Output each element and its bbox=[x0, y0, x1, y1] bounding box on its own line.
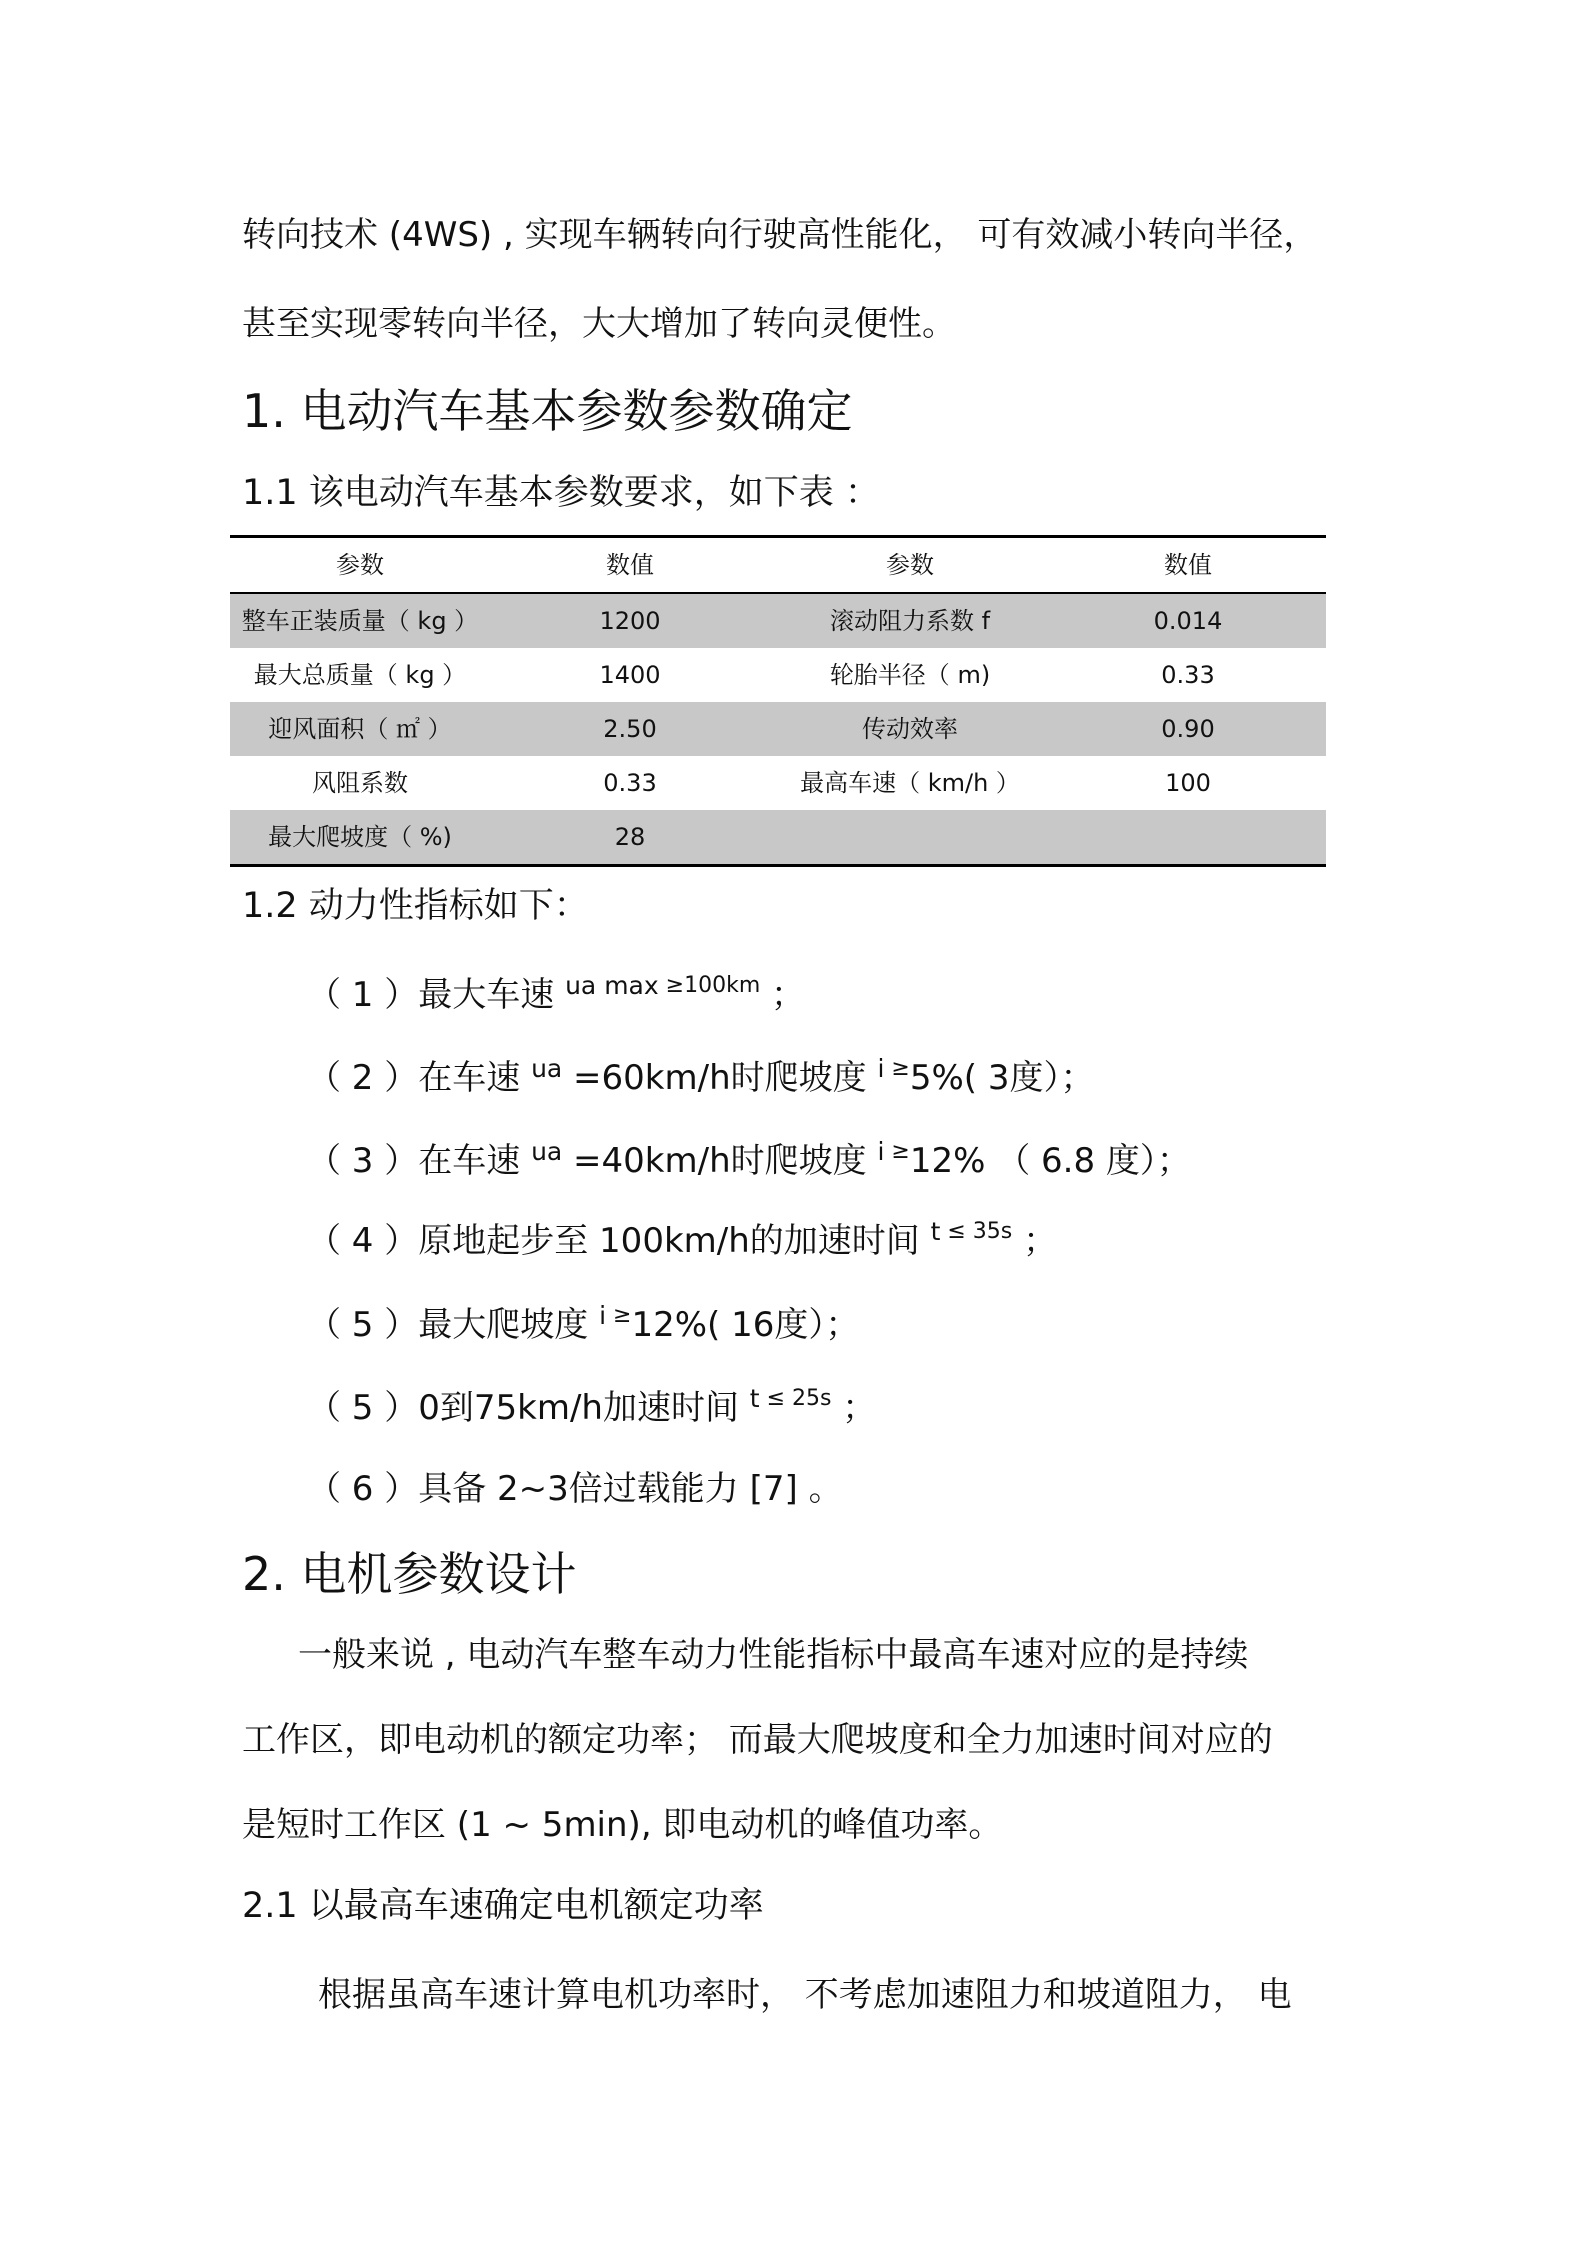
table-header-cell: 参数 bbox=[886, 551, 934, 579]
performance-item-5 bbox=[307, 1303, 859, 1352]
item-text: 12%( 16度）； bbox=[631, 1305, 860, 1345]
item-subscript: a bbox=[546, 1137, 563, 1166]
table-header-cell: 参数 bbox=[336, 551, 384, 579]
table-cell bbox=[1050, 810, 1326, 864]
section-1-heading: 1. 电动汽车基本参数参数确定 bbox=[242, 384, 853, 438]
table-cell: 1400 bbox=[599, 661, 661, 689]
item-text: 5%( 3度）； bbox=[909, 1058, 1095, 1098]
performance-item-6 bbox=[307, 1386, 876, 1435]
table-cell: 最高车速（ km/h ） bbox=[800, 769, 1020, 797]
table-cell: 100 bbox=[1165, 769, 1211, 797]
item-text: =40km/h时爬坡度 bbox=[562, 1141, 878, 1181]
section-1-2-heading: 1.2 动力性指标如下： bbox=[242, 886, 589, 926]
table-cell: 0.014 bbox=[1153, 607, 1223, 635]
section-2-paragraph-line-3: 是短时工作区 (1 ~ 5min), 即电动机的峰值功率。 bbox=[242, 1805, 1003, 1845]
table-cell: 迎风面积（ ㎡ ） bbox=[268, 715, 452, 743]
section-2-1-paragraph: 根据虽高车速计算电机功率时， 不考虑加速阻力和坡道阻力， 电 bbox=[318, 1975, 1292, 2015]
item-symbol: u bbox=[531, 1137, 547, 1166]
item-condition: ≥ bbox=[884, 1056, 910, 1081]
performance-item-4 bbox=[307, 1219, 1057, 1268]
item-symbol: i bbox=[877, 1137, 885, 1166]
item-text: =60km/h时爬坡度 bbox=[562, 1058, 878, 1098]
item-text: ； bbox=[1012, 1221, 1058, 1261]
performance-item-7: （ 6 ）具备 2~3倍过载能力 [7] 。 bbox=[307, 1469, 843, 1509]
performance-item-2 bbox=[307, 1056, 1094, 1105]
section-2-1-heading: 2.1 以最高车速确定电机额定功率 bbox=[242, 1886, 764, 1926]
table-cell: 0.33 bbox=[1161, 661, 1215, 689]
table-header-cell: 数值 bbox=[1164, 551, 1212, 579]
item-text: （ 2 ）在车速 bbox=[307, 1058, 532, 1098]
intro-line-1: 转向技术 (4WS) , 实现车辆转向行驶高性能化， 可有效减小转向半径， bbox=[242, 215, 1318, 255]
item-condition: ≥100km bbox=[658, 973, 761, 998]
item-symbol: t bbox=[749, 1384, 760, 1413]
item-text: （ 5 ）最大爬坡度 bbox=[307, 1305, 600, 1345]
table-cell: 传动效率 bbox=[862, 715, 958, 743]
item-text: 12% （ 6.8 度）； bbox=[909, 1141, 1191, 1181]
item-text: （ 5 ）0到75km/h加速时间 bbox=[307, 1388, 750, 1428]
item-symbol: t bbox=[930, 1217, 941, 1246]
table-cell: 最大总质量（ kg ） bbox=[253, 661, 467, 689]
performance-item-3 bbox=[307, 1139, 1191, 1188]
item-text: （ 1 ）最大车速 bbox=[307, 975, 566, 1015]
table-header-cell: 数值 bbox=[606, 551, 654, 579]
table-cell bbox=[770, 810, 1050, 864]
performance-item-1 bbox=[307, 973, 805, 1022]
section-2-paragraph-line-1: 一般来说 , 电动汽车整车动力性能指标中最高车速对应的是持续 bbox=[298, 1635, 1249, 1675]
table-cell: 2.50 bbox=[603, 715, 657, 743]
table-cell: 28 bbox=[614, 823, 646, 851]
table-row bbox=[230, 648, 1326, 702]
table-cell: 整车正装质量（ kg ） bbox=[241, 607, 479, 635]
section-1-1-heading: 1.1 该电动汽车基本参数要求，如下表 ： bbox=[242, 473, 880, 513]
item-text: （ 3 ）在车速 bbox=[307, 1141, 532, 1181]
item-subscript: a bbox=[546, 1054, 563, 1083]
table-cell: 风阻系数 bbox=[312, 769, 408, 797]
table-row bbox=[230, 756, 1326, 810]
table-row bbox=[230, 810, 1326, 864]
item-symbol: i bbox=[877, 1054, 885, 1083]
item-symbol: u bbox=[531, 1054, 547, 1083]
parameter-table bbox=[230, 535, 1326, 867]
item-text: （ 4 ）原地起步至 100km/h的加速时间 bbox=[307, 1221, 931, 1261]
table-cell: 最大爬坡度（ %) bbox=[268, 823, 452, 851]
item-text: ； bbox=[831, 1388, 877, 1428]
table-cell: 轮胎半径（ m) bbox=[829, 661, 991, 689]
table-header-row bbox=[230, 538, 1326, 594]
table-cell: 0.33 bbox=[603, 769, 657, 797]
item-condition: ≤ 25s bbox=[759, 1386, 832, 1411]
intro-line-2: 甚至实现零转向半径，大大增加了转向灵便性。 bbox=[242, 304, 956, 344]
item-condition: ≤ 35s bbox=[940, 1219, 1013, 1244]
table-cell: 0.90 bbox=[1161, 715, 1215, 743]
item-text: ； bbox=[760, 975, 806, 1015]
item-condition: ≥ bbox=[606, 1303, 632, 1328]
item-symbol: u bbox=[565, 971, 581, 1000]
item-condition: ≥ bbox=[884, 1139, 910, 1164]
table-cell: 1200 bbox=[599, 607, 661, 635]
table-row bbox=[230, 594, 1326, 648]
section-2-paragraph-line-2: 工作区，即电动机的额定功率； 而最大爬坡度和全力加速时间对应的 bbox=[242, 1720, 1273, 1760]
section-2-heading: 2. 电机参数设计 bbox=[242, 1547, 577, 1601]
table-row bbox=[230, 702, 1326, 756]
item-symbol: i bbox=[599, 1301, 607, 1330]
table-cell: 滚动阻力系数 f bbox=[829, 607, 991, 635]
item-subscript: a max bbox=[580, 971, 659, 1000]
